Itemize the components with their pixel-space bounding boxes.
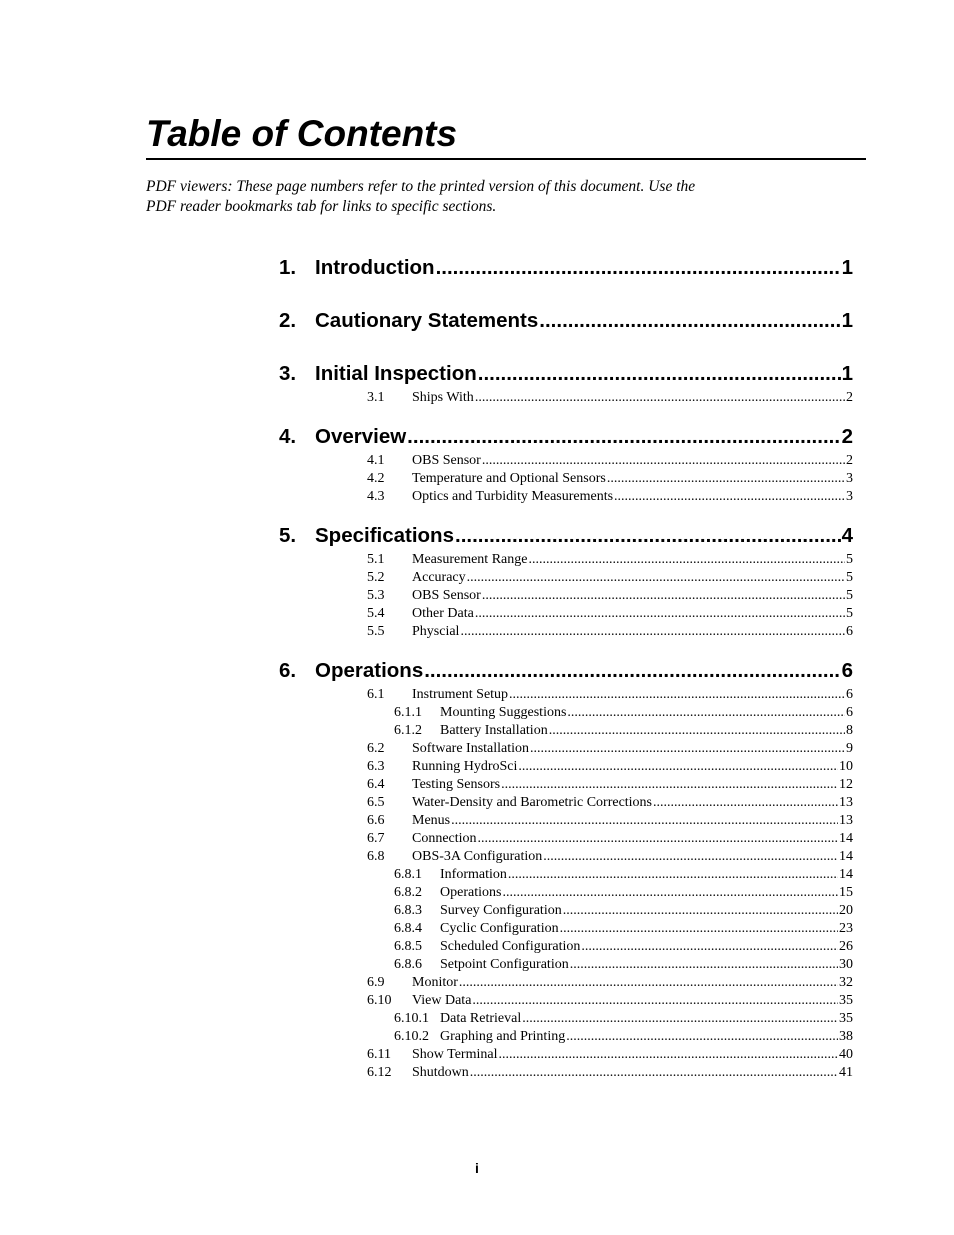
toc-entry[interactable] [367, 812, 853, 830]
toc-entry-label: Testing Sensors [412, 777, 501, 792]
toc-entry[interactable] [367, 605, 853, 623]
toc-leader-dots [502, 884, 838, 902]
toc-entry[interactable] [394, 884, 853, 902]
toc-entry-page: 13 [839, 813, 853, 828]
toc-leader-dots [518, 758, 838, 776]
toc-entry-page: 3 [846, 471, 853, 486]
toc-entry-label: Graphing and Printing [440, 1029, 566, 1044]
toc-entry-label: Operations [440, 885, 502, 900]
toc-entry-page: 6 [846, 624, 853, 639]
toc-entry-page: 23 [839, 921, 853, 936]
toc-heading-number: 4. [279, 425, 297, 448]
toc-heading-page: 6 [841, 659, 853, 682]
toc-leader-dots [478, 361, 841, 387]
toc-leader-dots [539, 308, 840, 334]
toc-leader-dots [522, 1010, 838, 1028]
toc-entry-page: 14 [839, 867, 853, 882]
toc-leader-dots [478, 830, 838, 848]
toc-entry-page: 35 [839, 993, 853, 1008]
toc-entry-label: OBS Sensor [412, 453, 481, 468]
toc-entry-page: 5 [846, 552, 853, 567]
toc-entry-number: 5.1 [367, 552, 385, 567]
toc-heading-page: 1 [841, 256, 853, 279]
toc-leader-dots [470, 1064, 838, 1082]
toc-entry[interactable] [394, 722, 853, 740]
toc-entry-number: 6.8.1 [394, 867, 422, 882]
toc-entry-page: 20 [839, 903, 853, 918]
toc-leader-dots [607, 470, 845, 488]
toc-leader-dots [475, 605, 845, 623]
toc-entry-label: Data Retrieval [440, 1011, 522, 1026]
toc-entry-page: 30 [839, 957, 853, 972]
toc-heading-number: 2. [279, 309, 297, 332]
toc-entry-number: 6.3 [367, 759, 385, 774]
toc-entry[interactable] [367, 758, 853, 776]
toc-entry-label: Other Data [412, 606, 474, 621]
toc-heading-page: 2 [841, 425, 853, 448]
toc-leader-dots [475, 389, 845, 407]
toc-entry-label: Physcial [412, 624, 460, 639]
toc-entry-number: 6.8.4 [394, 921, 422, 936]
toc-entry[interactable] [367, 452, 853, 470]
toc-heading-page: 4 [841, 524, 853, 547]
toc-entry[interactable] [367, 974, 853, 992]
toc-entry-number: 6.10 [367, 993, 392, 1008]
toc-entry[interactable] [367, 470, 853, 488]
toc-entry-label: Temperature and Optional Sensors [412, 471, 606, 486]
toc-entry-number: 6.8.3 [394, 903, 422, 918]
toc-entry-number: 6.10.1 [394, 1011, 429, 1026]
toc-entry[interactable] [394, 902, 853, 920]
toc-entry-label: Water-Density and Barometric Corrections [412, 795, 653, 810]
toc-leader-dots [482, 452, 845, 470]
toc-entry-number: 5.4 [367, 606, 385, 621]
toc-entry-label: Ships With [412, 390, 474, 405]
toc-leader-dots [436, 255, 841, 281]
toc-entry-number: 6.1.2 [394, 723, 422, 738]
toc-heading[interactable] [279, 308, 853, 334]
toc-entry-page: 35 [839, 1011, 853, 1026]
toc-entry-page: 5 [846, 570, 853, 585]
toc-entry[interactable] [367, 551, 853, 569]
toc-entry-number: 6.10.2 [394, 1029, 429, 1044]
toc-entry-label: Mounting Suggestions [440, 705, 567, 720]
toc-heading-number: 3. [279, 362, 297, 385]
toc-entry-number: 6.8 [367, 849, 385, 864]
page-number: i [475, 1160, 479, 1176]
toc-entry[interactable] [367, 794, 853, 812]
toc-leader-dots [567, 704, 845, 722]
toc-entry-number: 6.2 [367, 741, 385, 756]
toc-entry-label: Connection [412, 831, 477, 846]
toc-heading-page: 1 [841, 309, 853, 332]
toc-entry-number: 4.3 [367, 489, 385, 504]
toc-entry-page: 15 [839, 885, 853, 900]
toc-entry[interactable] [367, 488, 853, 506]
toc-leader-dots [549, 722, 845, 740]
toc-entry-number: 6.11 [367, 1047, 391, 1062]
toc-entry[interactable] [394, 704, 853, 722]
toc-entry-label: Information [440, 867, 507, 882]
note-line-2: PDF reader bookmarks tab for links to specific sections. [146, 198, 497, 215]
toc-heading[interactable] [279, 523, 853, 549]
toc-entry[interactable] [394, 1010, 853, 1028]
toc-leader-dots [459, 974, 838, 992]
toc-entry-number: 4.1 [367, 453, 385, 468]
toc-entry-label: Battery Installation [440, 723, 548, 738]
toc-entry-label: Monitor [412, 975, 458, 990]
toc-entry-number: 4.2 [367, 471, 385, 486]
toc-entry-number: 6.8.6 [394, 957, 422, 972]
toc-leader-dots [563, 902, 838, 920]
toc-heading[interactable] [279, 361, 853, 387]
toc-leader-dots [460, 623, 845, 641]
toc-entry-label: Running HydroSci [412, 759, 518, 774]
toc-heading-number: 6. [279, 659, 297, 682]
toc-entry-label: Menus [412, 813, 451, 828]
toc-entry-label: Setpoint Configuration [440, 957, 569, 972]
toc-leader-dots [560, 920, 838, 938]
pdf-viewer-note [146, 177, 806, 217]
toc-heading-label: Initial Inspection [315, 362, 477, 385]
toc-heading-label: Cautionary Statements [315, 309, 539, 332]
toc-heading-label: Specifications [315, 524, 454, 547]
toc-entry[interactable] [367, 776, 853, 794]
toc-entry-label: Scheduled Configuration [440, 939, 581, 954]
toc-entry-page: 6 [846, 705, 853, 720]
toc-entry-page: 5 [846, 588, 853, 603]
toc-entry-number: 6.8.2 [394, 885, 422, 900]
toc-entry-label: Instrument Setup [412, 687, 509, 702]
toc-leader-dots [508, 866, 838, 884]
toc-leader-dots [581, 938, 838, 956]
toc-heading-label: Overview [315, 425, 407, 448]
toc-entry-page: 3 [846, 489, 853, 504]
toc-heading[interactable] [279, 424, 853, 450]
toc-entry-page: 40 [839, 1047, 853, 1062]
toc-heading-number: 5. [279, 524, 297, 547]
note-line-1: PDF viewers: These page numbers refer to the printed version of this document. Use the [146, 178, 696, 195]
toc-entry-number: 6.5 [367, 795, 385, 810]
toc-entry[interactable] [394, 920, 853, 938]
toc-entry-label: OBS Sensor [412, 588, 481, 603]
toc-leader-dots [424, 658, 840, 684]
toc-entry-label: Optics and Turbidity Measurements [412, 489, 614, 504]
toc-entry[interactable] [367, 587, 853, 605]
toc-entry-label: Survey Configuration [440, 903, 562, 918]
toc-entry-number: 3.1 [367, 390, 385, 405]
toc-leader-dots [451, 812, 838, 830]
toc-heading[interactable] [279, 658, 853, 684]
toc-entry[interactable] [367, 623, 853, 641]
toc-entry[interactable] [367, 389, 853, 407]
toc-leader-dots [566, 1028, 838, 1046]
toc-entry-label: View Data [412, 993, 472, 1008]
toc-entry-number: 6.1.1 [394, 705, 422, 720]
toc-heading-label: Introduction [315, 256, 435, 279]
toc-entry-page: 41 [839, 1065, 853, 1080]
toc-leader-dots [509, 686, 845, 704]
toc-leader-dots [472, 992, 838, 1010]
toc-heading-number: 1. [279, 256, 297, 279]
toc-entry-label: Cyclic Configuration [440, 921, 559, 936]
toc-leader-dots [570, 956, 838, 974]
toc-entry-label: Accuracy [412, 570, 466, 585]
toc-entry[interactable] [367, 1046, 853, 1064]
toc-entry-label: Measurement Range [412, 552, 528, 567]
toc-entry-number: 5.2 [367, 570, 385, 585]
toc-entry-label: Software Installation [412, 741, 530, 756]
toc-entry-page: 26 [839, 939, 853, 954]
toc-entry-page: 13 [839, 795, 853, 810]
toc-entry-number: 6.8.5 [394, 939, 422, 954]
toc-entry[interactable] [367, 569, 853, 587]
toc-entry-number: 5.3 [367, 588, 385, 603]
toc-leader-dots [407, 424, 840, 450]
toc-entry-page: 32 [839, 975, 853, 990]
toc-leader-dots [614, 488, 845, 506]
toc-entry-page: 2 [846, 453, 853, 468]
toc-leader-dots [653, 794, 838, 812]
toc-heading-page: 1 [841, 362, 853, 385]
toc-entry[interactable] [394, 956, 853, 974]
toc-entry[interactable] [367, 848, 853, 866]
toc-entry-page: 14 [839, 831, 853, 846]
toc-leader-dots [455, 523, 841, 549]
toc-entry-label: Show Terminal [412, 1047, 498, 1062]
toc-entry[interactable] [394, 866, 853, 884]
toc-entry-number: 6.7 [367, 831, 385, 846]
toc-entry[interactable] [367, 1064, 853, 1082]
toc-entry-page: 10 [839, 759, 853, 774]
toc-entry[interactable] [367, 830, 853, 848]
toc-leader-dots [501, 776, 838, 794]
toc-entry[interactable] [367, 686, 853, 704]
toc-entry-page: 8 [846, 723, 853, 738]
toc-heading-label: Operations [315, 659, 424, 682]
toc-entry-page: 38 [839, 1029, 853, 1044]
toc-entry-page: 5 [846, 606, 853, 621]
toc-leader-dots [530, 740, 845, 758]
toc-leader-dots [482, 587, 845, 605]
toc-entry-page: 2 [846, 390, 853, 405]
toc-leader-dots [528, 551, 845, 569]
toc-entry-number: 6.1 [367, 687, 385, 702]
page-title: Table of Contents [146, 112, 866, 160]
toc-entry-label: OBS-3A Configuration [412, 849, 543, 864]
toc-entry-page: 6 [846, 687, 853, 702]
toc-entry[interactable] [394, 938, 853, 956]
toc-entry-page: 12 [839, 777, 853, 792]
toc-heading[interactable] [279, 255, 853, 281]
toc-entry[interactable] [367, 992, 853, 1010]
toc-entry-page: 9 [846, 741, 853, 756]
toc-entry-page: 14 [839, 849, 853, 864]
toc-leader-dots [467, 569, 845, 587]
toc-entry-number: 5.5 [367, 624, 385, 639]
toc-entry-number: 6.6 [367, 813, 385, 828]
toc-leader-dots [543, 848, 838, 866]
toc-entry-number: 6.12 [367, 1065, 392, 1080]
toc-entry-label: Shutdown [412, 1065, 469, 1080]
toc-entry-number: 6.9 [367, 975, 385, 990]
toc-entry[interactable] [394, 1028, 853, 1046]
toc-entry[interactable] [367, 740, 853, 758]
toc-leader-dots [498, 1046, 838, 1064]
toc-entry-number: 6.4 [367, 777, 385, 792]
